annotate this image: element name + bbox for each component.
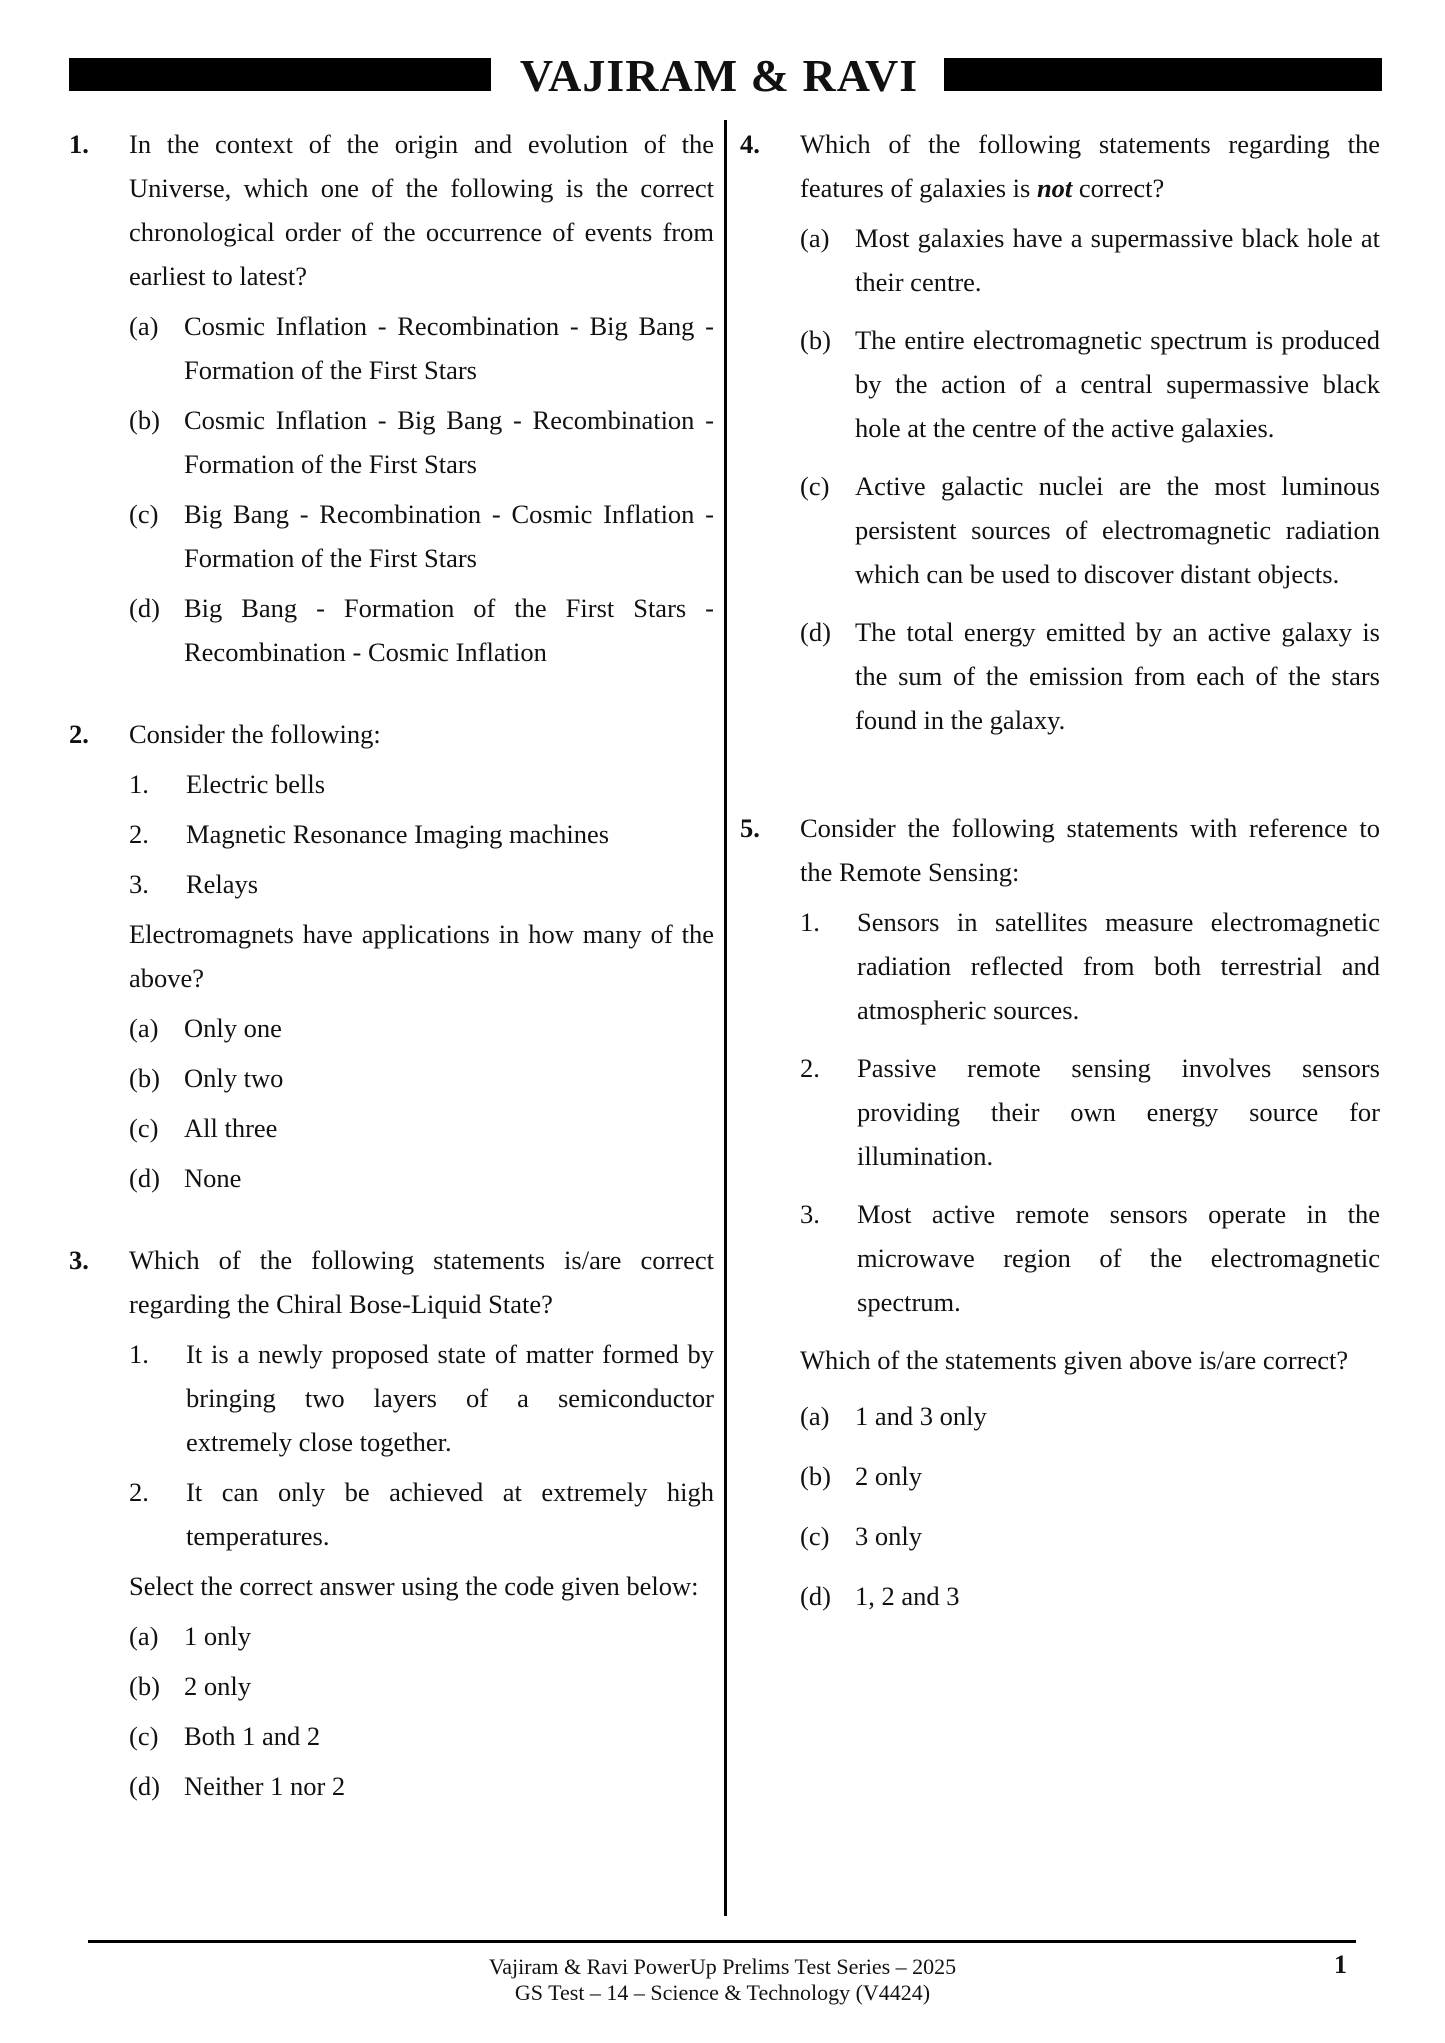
option bbox=[129, 1056, 714, 1100]
option bbox=[129, 1664, 714, 1708]
question-number: 1. bbox=[69, 129, 89, 159]
page-number: 1 bbox=[1334, 1950, 1347, 1979]
column-divider bbox=[724, 120, 727, 1916]
option-label: (c) bbox=[129, 1113, 159, 1143]
option-text: The entire electromagnetic spectrum is produced by the action of a central supermassive black hole at the centre of the active galaxies. bbox=[855, 325, 1380, 443]
option-label: (d) bbox=[800, 617, 831, 647]
list-item bbox=[129, 762, 714, 806]
option-text: The total energy emitted by an active galaxy is the sum of the emission from each of the stars found in the galaxy. bbox=[855, 617, 1380, 735]
option-text: Cosmic Inflation - Recombination - Big Bang - Formation of the First Stars bbox=[184, 311, 714, 385]
option bbox=[800, 1574, 1380, 1618]
options-list bbox=[129, 1614, 714, 1808]
option-text: Only one bbox=[184, 1013, 282, 1043]
list-item bbox=[800, 1046, 1380, 1178]
option bbox=[129, 1006, 714, 1050]
option bbox=[129, 492, 714, 580]
option-text: Big Bang - Recombination - Cosmic Inflation - Formation of the First Stars bbox=[184, 499, 714, 573]
item-text: Electric bells bbox=[186, 769, 326, 799]
option-text: Most galaxies have a supermassive black hole at their centre. bbox=[855, 223, 1380, 297]
option-text: 1, 2 and 3 bbox=[855, 1581, 960, 1611]
option-label: (d) bbox=[800, 1581, 831, 1611]
header-title: VAJIRAM & RAVI bbox=[519, 50, 919, 101]
options-list bbox=[800, 1394, 1380, 1618]
item-text: Magnetic Resonance Imaging machines bbox=[186, 819, 610, 849]
option-text: 2 only bbox=[184, 1671, 251, 1701]
page-footer bbox=[0, 1954, 1445, 2006]
option bbox=[129, 398, 714, 486]
item-label: 2. bbox=[129, 819, 149, 849]
option-label: (a) bbox=[129, 311, 159, 341]
question-5 bbox=[740, 806, 1380, 1618]
item-label: 1. bbox=[129, 1339, 149, 1369]
item-text: Relays bbox=[186, 869, 259, 899]
right-column bbox=[740, 122, 1380, 1624]
option bbox=[129, 1764, 714, 1808]
option-text: None bbox=[184, 1163, 242, 1193]
item-label: 2. bbox=[800, 1053, 820, 1083]
option-label: (b) bbox=[129, 1063, 160, 1093]
item-label: 2. bbox=[129, 1477, 149, 1507]
option-text: 1 only bbox=[184, 1621, 251, 1651]
items-list bbox=[129, 1332, 714, 1558]
question-2 bbox=[69, 712, 714, 1200]
option-label: (c) bbox=[800, 471, 830, 501]
question-number: 2. bbox=[69, 719, 89, 749]
option-text: Only two bbox=[184, 1063, 284, 1093]
option-text: Big Bang - Formation of the First Stars - Recombination - Cosmic Inflation bbox=[184, 593, 714, 667]
page-header bbox=[69, 50, 1382, 101]
question-stem bbox=[800, 122, 1380, 210]
option-label: (c) bbox=[129, 499, 159, 529]
list-item bbox=[129, 1470, 714, 1558]
question-3 bbox=[69, 1238, 714, 1808]
option-label: (a) bbox=[129, 1013, 159, 1043]
option bbox=[800, 318, 1380, 450]
option bbox=[129, 1714, 714, 1758]
stem-part: correct? bbox=[1072, 173, 1165, 203]
option-text: Cosmic Inflation - Big Bang - Recombination - Formation of the First Stars bbox=[184, 405, 714, 479]
question-prompt: Select the correct answer using the code given below: bbox=[129, 1571, 699, 1601]
left-column bbox=[69, 122, 714, 1814]
option-text: All three bbox=[184, 1113, 278, 1143]
option-text: Both 1 and 2 bbox=[184, 1721, 321, 1751]
question-number: 4. bbox=[740, 129, 760, 159]
item-text: Most active remote sensors operate in the microwave region of the electromagnetic spectrum. bbox=[857, 1199, 1380, 1317]
question-stem: Which of the following statements is/are correct regarding the Chiral Bose-Liquid State? bbox=[129, 1245, 714, 1319]
option-label: (c) bbox=[800, 1521, 830, 1551]
option bbox=[800, 610, 1380, 742]
list-item bbox=[129, 1332, 714, 1464]
option-text: Active galactic nuclei are the most luminous persistent sources of electromagnetic radiation which can be used to discover distant objects. bbox=[855, 471, 1380, 589]
option-text: 1 and 3 only bbox=[855, 1401, 987, 1431]
option-text: Neither 1 nor 2 bbox=[184, 1771, 346, 1801]
header-bar-left bbox=[69, 58, 491, 91]
option-text: 3 only bbox=[855, 1521, 922, 1551]
option-text: 2 only bbox=[855, 1461, 922, 1491]
question-number: 5. bbox=[740, 813, 760, 843]
option bbox=[129, 1106, 714, 1150]
footer-series: Vajiram & Ravi PowerUp Prelims Test Series – 2025 bbox=[488, 1954, 957, 1979]
option-label: (a) bbox=[129, 1621, 159, 1651]
option bbox=[129, 586, 714, 674]
option bbox=[800, 1454, 1380, 1498]
item-label: 3. bbox=[800, 1199, 820, 1229]
option-label: (a) bbox=[800, 1401, 830, 1431]
items-list bbox=[800, 900, 1380, 1324]
question-stem: Consider the following statements with reference to the Remote Sensing: bbox=[800, 813, 1380, 887]
item-label: 3. bbox=[129, 869, 149, 899]
option bbox=[129, 304, 714, 392]
list-item bbox=[800, 1192, 1380, 1324]
option-label: (a) bbox=[800, 223, 830, 253]
list-item bbox=[129, 812, 714, 856]
options-list bbox=[129, 1006, 714, 1200]
footer-test: GS Test – 14 – Science & Technology (V4424) bbox=[514, 1980, 931, 2005]
stem-emphasis: not bbox=[1036, 173, 1073, 203]
list-item bbox=[129, 862, 714, 906]
item-text: Passive remote sensing involves sensors providing their own energy source for illumination. bbox=[857, 1053, 1380, 1171]
option-label: (d) bbox=[129, 593, 160, 623]
option-label: (d) bbox=[129, 1163, 160, 1193]
option-label: (b) bbox=[800, 325, 831, 355]
question-number: 3. bbox=[69, 1245, 89, 1275]
options-list bbox=[129, 304, 714, 674]
options-list bbox=[800, 216, 1380, 742]
option bbox=[129, 1156, 714, 1200]
option-label: (c) bbox=[129, 1721, 159, 1751]
header-bar-right bbox=[944, 58, 1382, 91]
option-label: (b) bbox=[129, 1671, 160, 1701]
item-text: It can only be achieved at extremely high temperatures. bbox=[186, 1477, 714, 1551]
question-1 bbox=[69, 122, 714, 674]
item-text: Sensors in satellites measure electromagnetic radiation reflected from both terrestrial and atmospheric sources. bbox=[857, 907, 1380, 1025]
option bbox=[129, 1614, 714, 1658]
item-label: 1. bbox=[800, 907, 820, 937]
question-prompt: Electromagnets have applications in how many of the above? bbox=[129, 919, 714, 993]
item-label: 1. bbox=[129, 769, 149, 799]
question-stem: In the context of the origin and evolution of the Universe, which one of the following is the correct chronological order of the occurrence of events from earliest to latest? bbox=[129, 129, 714, 291]
option bbox=[800, 216, 1380, 304]
question-4 bbox=[740, 122, 1380, 742]
footer-rule bbox=[88, 1940, 1356, 1943]
list-item bbox=[800, 900, 1380, 1032]
option bbox=[800, 1514, 1380, 1558]
option-label: (b) bbox=[129, 405, 160, 435]
question-stem: Consider the following: bbox=[129, 719, 381, 749]
stem-part: Which of the following statements regarding the features of galaxies is bbox=[800, 129, 1380, 203]
item-text: It is a newly proposed state of matter formed by bringing two layers of a semiconductor extremely close together. bbox=[186, 1339, 714, 1457]
items-list bbox=[129, 762, 714, 906]
option-label: (d) bbox=[129, 1771, 160, 1801]
question-prompt: Which of the statements given above is/are correct? bbox=[800, 1345, 1349, 1375]
option-label: (b) bbox=[800, 1461, 831, 1491]
option bbox=[800, 1394, 1380, 1438]
option bbox=[800, 464, 1380, 596]
